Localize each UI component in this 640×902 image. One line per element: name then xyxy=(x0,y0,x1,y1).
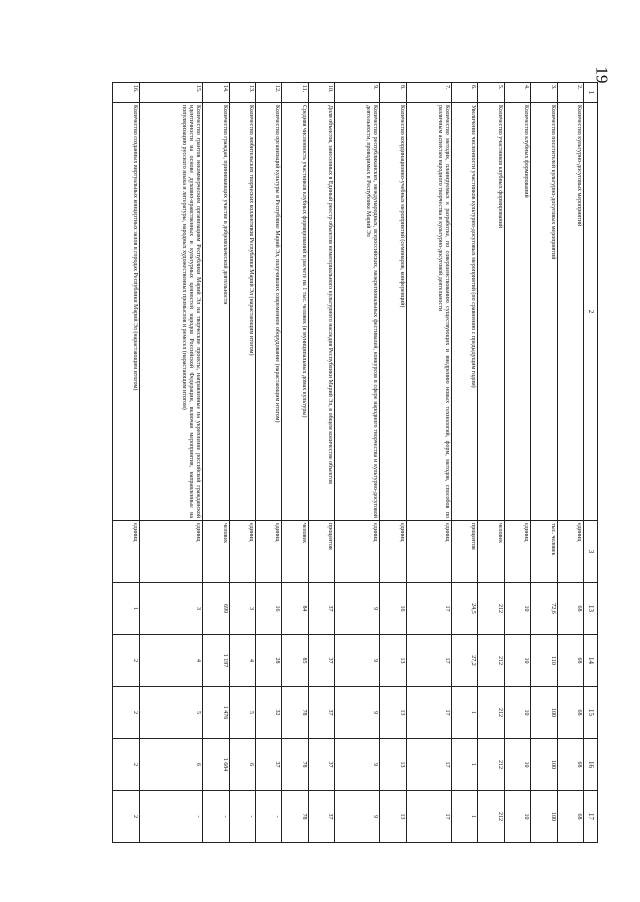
row-number: 10. xyxy=(308,83,334,103)
indicator-value: 37 xyxy=(308,635,334,687)
table-row xyxy=(504,83,530,843)
indicator-value: 37 xyxy=(256,739,282,791)
indicator-value: 110 xyxy=(531,635,557,687)
indicator-value: 13 xyxy=(380,791,406,843)
table-row xyxy=(282,83,308,843)
indicator-value: 699 xyxy=(203,583,229,635)
indicator-value: 2 xyxy=(113,687,140,739)
table-row xyxy=(139,83,203,843)
table-body xyxy=(113,83,584,843)
indicator-value: 13 xyxy=(380,739,406,791)
table-row xyxy=(380,83,406,843)
indicator-value: 212 xyxy=(478,583,504,635)
indicator-value: 10 xyxy=(504,791,530,843)
indicator-value: 9 xyxy=(335,687,380,739)
unit-of-measure: единиц xyxy=(139,521,203,583)
unit-of-measure: процентов xyxy=(451,521,477,583)
table-row xyxy=(531,83,557,843)
indicator-value: 17 xyxy=(406,739,451,791)
table-row xyxy=(203,83,229,843)
indicator-value: 4 xyxy=(139,635,203,687)
indicator-value: - xyxy=(256,791,282,843)
indicator-name: Количество созданных виртуальных концертных залов в городах Республики Марий Эл (нарастающим итогом) xyxy=(113,103,140,521)
row-number: 8. xyxy=(380,83,406,103)
unit-of-measure: единиц xyxy=(557,521,583,583)
indicator-value: 1 xyxy=(451,791,477,843)
indicator-name: Количество клубных формирований xyxy=(504,103,530,521)
indicator-value: 17 xyxy=(406,687,451,739)
indicators-table xyxy=(112,82,598,843)
page-number-text: 19 xyxy=(592,66,611,84)
col-header: 1 xyxy=(584,83,598,103)
indicator-value: 212 xyxy=(478,635,504,687)
rotated-table-frame xyxy=(112,82,598,842)
row-number: 7. xyxy=(406,83,451,103)
col-header: 3 xyxy=(584,521,598,583)
indicator-value: 32 xyxy=(256,687,282,739)
indicator-value: 84 xyxy=(282,583,308,635)
header-row xyxy=(584,83,598,843)
indicator-value: 17 xyxy=(406,635,451,687)
indicator-value: 10 xyxy=(504,635,530,687)
unit-of-measure: единиц xyxy=(229,521,255,583)
indicator-value: 100 xyxy=(531,687,557,739)
indicator-value: 212 xyxy=(478,687,504,739)
indicator-value: 37 xyxy=(308,791,334,843)
unit-of-measure: единиц xyxy=(256,521,282,583)
indicator-value: 2 xyxy=(113,635,140,687)
indicator-value: 3 xyxy=(139,583,203,635)
row-number: 11. xyxy=(282,83,308,103)
col-header: 2 xyxy=(584,103,598,521)
indicator-name: Количество граждан, принимающих участие в добровольческой деятельности xyxy=(203,103,229,521)
row-number: 3. xyxy=(531,83,557,103)
indicator-value: 28 xyxy=(256,635,282,687)
col-header: 15 xyxy=(584,687,598,739)
indicator-value: 68 xyxy=(557,791,583,843)
indicator-value: 78 xyxy=(282,739,308,791)
indicator-name: Количество культурно-досуговых мероприятий xyxy=(557,103,583,521)
indicator-value: 68 xyxy=(557,583,583,635)
indicator-name: Количество республиканских, международных, всероссийских, межрегиональных фестивалей, конкурсов в сфере народного творчества и культурно-досуговой деятельности, проводимых в Республике Марий Эл xyxy=(335,103,380,521)
table-row xyxy=(451,83,477,843)
indicator-value: 68 xyxy=(557,687,583,739)
indicator-name: Увеличение численности участников культурно-досуговых мероприятий (по сравнению с предыдущим годом) xyxy=(451,103,477,521)
row-number: 9. xyxy=(335,83,380,103)
unit-of-measure: человек xyxy=(478,521,504,583)
indicator-value: 68 xyxy=(557,739,583,791)
table-row xyxy=(229,83,255,843)
row-number: 15. xyxy=(139,83,203,103)
indicator-value: 1 xyxy=(451,739,477,791)
table-row xyxy=(406,83,451,843)
row-number: 12. xyxy=(256,83,282,103)
indicator-value: - xyxy=(229,791,255,843)
table-row xyxy=(256,83,282,843)
unit-of-measure: единиц xyxy=(504,521,530,583)
indicator-value: 9 xyxy=(335,635,380,687)
row-number: 2. xyxy=(557,83,583,103)
row-number: 16. xyxy=(113,83,140,103)
row-number: 6. xyxy=(451,83,477,103)
row-number: 4. xyxy=(504,83,530,103)
indicator-name: Количество любительских творческих коллективов Республики Марий Эл (нарастающим итогом) xyxy=(229,103,255,521)
unit-of-measure: тыс. человек xyxy=(531,521,557,583)
indicator-value: 13 xyxy=(380,635,406,687)
indicator-value: 78 xyxy=(282,791,308,843)
indicator-value: 16 xyxy=(256,583,282,635)
indicator-value: 85 xyxy=(282,635,308,687)
indicator-value: 37 xyxy=(308,583,334,635)
indicator-name: Количество координационно-учебных мероприятий (семинаров, конференций) xyxy=(380,103,406,521)
indicator-value: 6 xyxy=(139,739,203,791)
table-row xyxy=(557,83,583,843)
indicator-name: Доля объектов, занесенных в Единый реестр объектов нематериального культурного наследия Республики Марий Эл, в общем количестве объектов xyxy=(308,103,334,521)
indicator-value: 72,6 xyxy=(531,583,557,635)
indicator-value: 100 xyxy=(531,739,557,791)
indicator-value: 4 xyxy=(229,635,255,687)
indicator-value: 10 xyxy=(504,687,530,739)
row-number: 13. xyxy=(229,83,255,103)
col-header: 13 xyxy=(584,583,598,635)
row-number: 14. xyxy=(203,83,229,103)
indicator-value: 1 197 xyxy=(203,635,229,687)
col-header: 17 xyxy=(584,791,598,843)
table-row xyxy=(308,83,334,843)
indicator-value: - xyxy=(139,791,203,843)
indicator-value: 5 xyxy=(229,687,255,739)
table-row xyxy=(113,83,140,843)
indicator-value: 212 xyxy=(478,739,504,791)
indicator-value: 9 xyxy=(335,739,380,791)
table-header xyxy=(584,83,598,843)
col-header: 16 xyxy=(584,739,598,791)
indicator-value: 17 xyxy=(406,791,451,843)
indicator-value: 2 xyxy=(113,739,140,791)
indicator-value: 1 476 xyxy=(203,687,229,739)
indicator-value: 17 xyxy=(406,583,451,635)
indicator-value: 16 xyxy=(380,583,406,635)
unit-of-measure: единиц xyxy=(335,521,380,583)
indicator-value: 2 xyxy=(113,791,140,843)
indicator-value: 37 xyxy=(308,739,334,791)
indicator-name: Количество посетителей культурно-досуговых мероприятий xyxy=(531,103,557,521)
indicator-value: 3 xyxy=(229,583,255,635)
indicator-value: 6 xyxy=(229,739,255,791)
indicator-name: Количество грантов некоммерческим организациям Республики Марий Эл на творческие проекты, направленные на укрепление российской гражданской идентичности на основе духовно-нравственных и культурных ценностей народов Российской Федерации, включая мероприятия, направленные на популяризацию русского языка и литературы, народных художественных промыслов и ремесел (нарастающим итогом) xyxy=(139,103,203,521)
unit-of-measure: единиц xyxy=(113,521,140,583)
indicator-value: 5 xyxy=(139,687,203,739)
indicator-value: - xyxy=(203,791,229,843)
col-header: 14 xyxy=(584,635,598,687)
unit-of-measure: человек xyxy=(282,521,308,583)
table-row xyxy=(335,83,380,843)
indicator-value: 9 xyxy=(335,583,380,635)
indicator-name: Средняя численность участников клубных формирований в расчете на 1 тыс. человек (в муниципальных домах культуры) xyxy=(282,103,308,521)
indicator-value: 68 xyxy=(557,635,583,687)
unit-of-measure: процентов xyxy=(308,521,334,583)
indicator-value: 13 xyxy=(380,687,406,739)
indicator-value: 10 xyxy=(504,583,530,635)
unit-of-measure: единиц xyxy=(380,521,406,583)
indicator-value: 1 xyxy=(451,687,477,739)
indicator-name: Количество организаций культуры в Республике Марий Эл, получивших современное оборудование (нарастающим итогом) xyxy=(256,103,282,521)
indicator-value: 27,2 xyxy=(451,635,477,687)
indicator-value: 1 xyxy=(113,583,140,635)
unit-of-measure: единиц xyxy=(406,521,451,583)
indicator-value: 9 xyxy=(335,791,380,843)
indicator-value: 100 xyxy=(531,791,557,843)
indicator-value: 212 xyxy=(478,791,504,843)
indicator-value: 37 xyxy=(308,687,334,739)
unit-of-measure: человек xyxy=(203,521,229,583)
indicator-value: 10 xyxy=(504,739,530,791)
indicator-value: 24,5 xyxy=(451,583,477,635)
indicator-value: 1 684 xyxy=(203,739,229,791)
table-row xyxy=(478,83,504,843)
row-number: 5. xyxy=(478,83,504,103)
indicator-value: 78 xyxy=(282,687,308,739)
indicator-name: Количество методик, планируемых к разработке, по совершенствованию существующих и внедрению новых технологий, форм, методов, способов по различным аспектам народного творчества и культурно-досуговой деятельности xyxy=(406,103,451,521)
indicator-name: Количество участников клубных формирований xyxy=(478,103,504,521)
